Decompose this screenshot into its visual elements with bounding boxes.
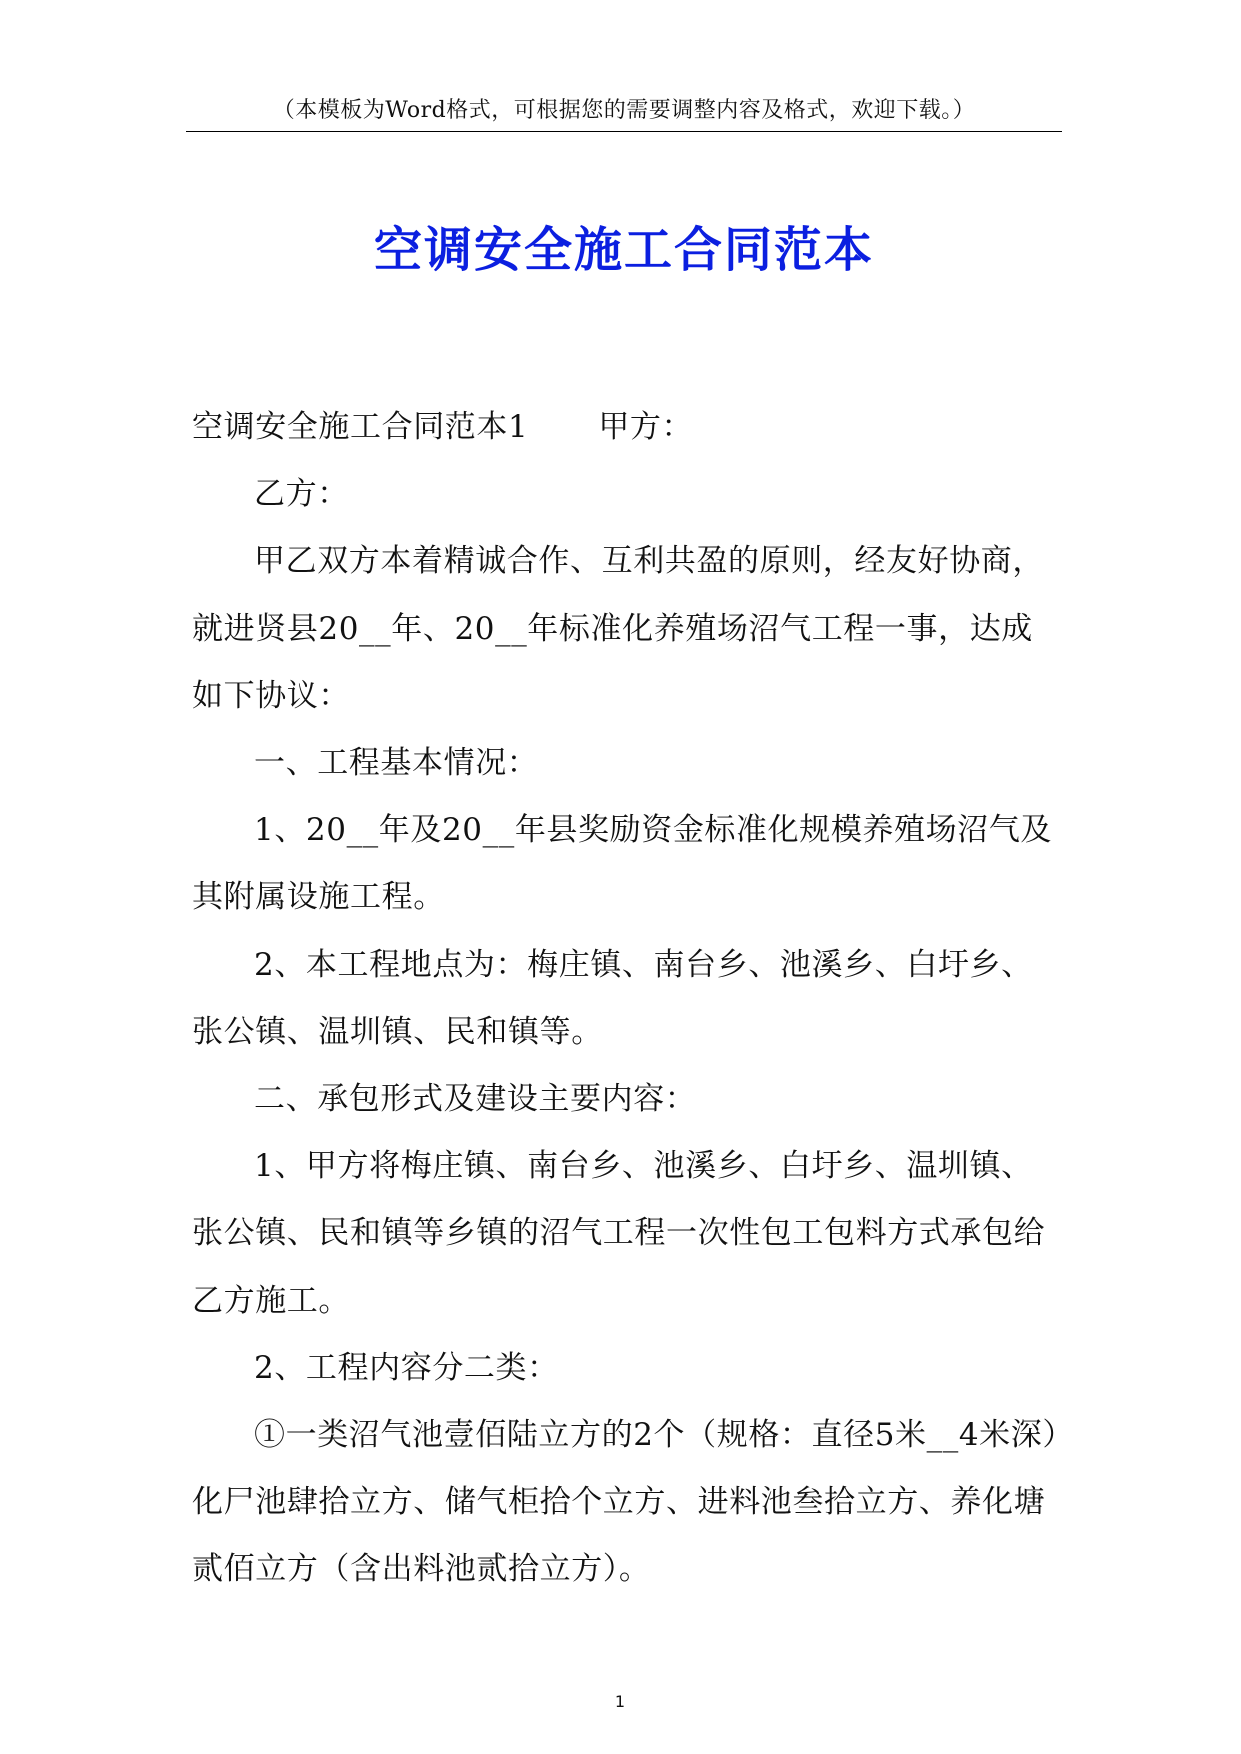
page-number: 1 — [614, 1692, 626, 1711]
header-note: （本模板为Word格式，可根据您的需要调整内容及格式，欢迎下载。） — [272, 98, 976, 123]
party-a-label: 甲方： — [598, 409, 694, 445]
document-body — [192, 394, 1062, 1604]
document-title: 空调安全施工合同范本 — [373, 222, 874, 278]
paragraph-item-1-2: 2、本工程地点为：梅庄镇、南台乡、池溪乡、白圩乡、张公镇、温圳镇、民和镇等。 — [192, 946, 1033, 1050]
header-divider — [186, 131, 1062, 132]
paragraph-heading-2: 二、承包形式及建设主要内容： — [254, 1081, 697, 1118]
paragraph-item-2-2-a: ①一类沼气池壹佰陆立方的2个（规格：直径5米__4米深）化尸池肆拾立方、储气柜拾个立方、进料池叁拾立方、养化塘贰佰立方（含出料池贰拾立方）。 — [192, 1417, 1059, 1588]
paragraph-party-b: 乙方： — [254, 476, 349, 513]
first-line-paragraph — [192, 394, 1062, 461]
section-title: 空调安全施工合同范本1 — [192, 409, 529, 445]
paragraph-intro: 甲乙双方本着精诚合作、互利共盈的原则，经友好协商，就进贤县20__年、20__年标准化养殖场沼气工程一事，达成如下协议： — [192, 543, 1044, 714]
paragraph-item-1-1: 1、20__年及20__年县奖励资金标准化规模养殖场沼气及其附属设施工程。 — [192, 812, 1053, 916]
paragraph-item-2-1: 1、甲方将梅庄镇、南台乡、池溪乡、白圩乡、温圳镇、张公镇、民和镇等乡镇的沼气工程一次性包工包料方式承包给乙方施工。 — [192, 1148, 1046, 1319]
paragraph-item-2-2: 2、工程内容分二类： — [254, 1349, 559, 1386]
paragraph-heading-1: 一、工程基本情况： — [254, 745, 539, 782]
